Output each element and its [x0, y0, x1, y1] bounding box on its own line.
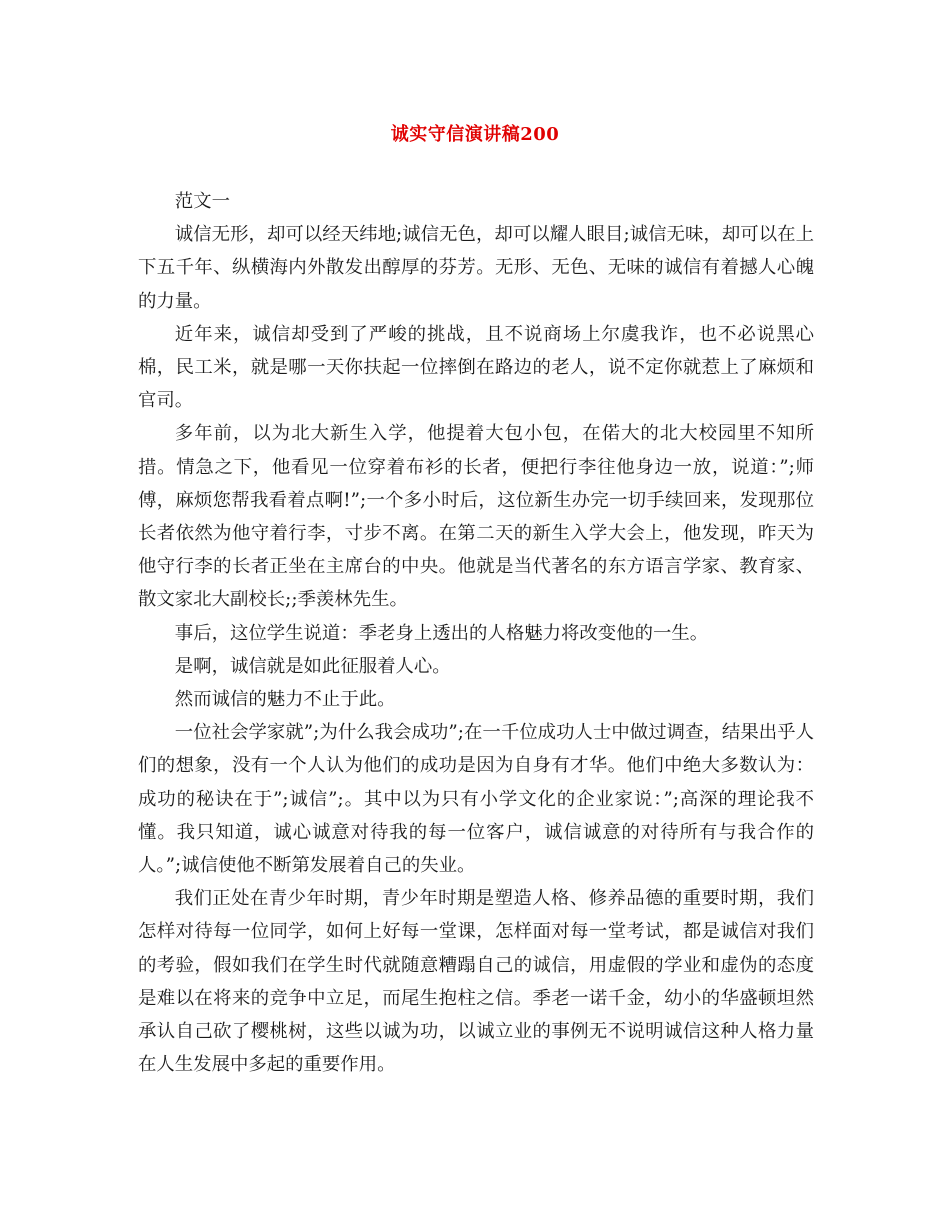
paragraph: 近年来，诚信却受到了严峻的挑战，且不说商场上尔虞我诈，也不必说黑心棉，民工米，就是哪一天你扶起一位摔倒在路边的老人，说不定你就惹上了麻烦和官司。	[138, 323, 814, 412]
paragraph: 是啊，诚信就是如此征服着人心。	[174, 655, 451, 677]
document-title: 诚实守信演讲稿200	[390, 124, 560, 145]
paragraph: 事后，这位学生说道：季老身上透出的人格魅力将改变他的一生。	[174, 622, 709, 644]
paragraph-heading: 范文一	[174, 191, 230, 212]
paragraph: 诚信无形，却可以经天纬地;诚信无色，却可以耀人眼目;诚信无味，却可以在上下五千年、纵横海内外散发出醇厚的芬芳。无形、无色、无味的诚信有着撼人心魄的力量。	[138, 224, 814, 312]
paragraph: 多年前，以为北大新生入学，他提着大包小包，在偌大的北大校园里不知所措。情急之下，他看见一位穿着布衫的长者，便把行李往他身边一放，说道：”;师傅，麻烦您帮我看着点啊!”;一个多小时后，这位新生办完一切手续回来，发现那位长者依然为他守着行李，寸步不离。在第二天的新生入学大会上，他发现，昨天为他守行李的长者正坐在主席台的中央。他就是当代著名的东方语言学家、教育家、散文家北大副校长;;季羡林先生。	[138, 423, 814, 611]
paragraph: 然而诚信的魅力不止于此。	[174, 689, 396, 711]
paragraph: 一位社会学家就”;为什么我会成功”;在一千位成功人士中做过调查，结果出乎人们的想象，没有一个人认为他们的成功是因为自身有才华。他们中绝大多数认为：成功的秘诀在于”;诚信”;。其中以为只有小学文化的企业家说：”;高深的理论我不懂。我只知道，诚心诚意对待我的每一位客户，诚信诚意的对待所有与我合作的人。”;诚信使他不断第发展着自己的失业。	[138, 722, 814, 877]
paragraph: 我们正处在青少年时期，青少年时期是塑造人格、修养品德的重要时期，我们怎样对待每一位同学，如何上好每一堂课，怎样面对每一堂考试，都是诚信对我们的考验，假如我们在学生时代就随意糟蹋自己的诚信，用虚假的学业和虚伪的态度是难以在将来的竞争中立足，而尾生抱柱之信。季老一诺千金，幼小的华盛顿坦然承认自己砍了樱桃树，这些以诚为功，以诚立业的事例无不说明诚信这种人格力量在人生发展中多起的重要作用。	[138, 888, 814, 1076]
document-body	[138, 185, 814, 1081]
